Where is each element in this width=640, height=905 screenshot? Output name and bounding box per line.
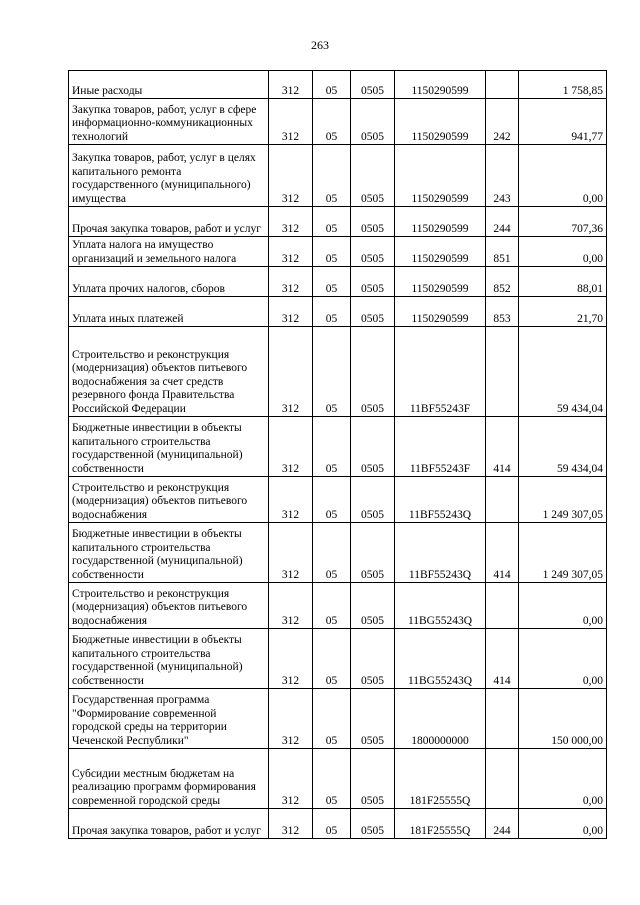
row-expense-type: 414 — [486, 629, 519, 689]
table-row — [69, 297, 607, 327]
row-expense-type: 852 — [486, 267, 519, 297]
row-amount: 0,00 — [519, 145, 607, 207]
row-expense-type — [486, 749, 519, 809]
row-ministry-code: 312 — [269, 267, 313, 297]
row-target-article: 11BF55243F — [395, 327, 486, 417]
row-name: Бюджетные инвестиции в объекты капитального строительства государственной (муниципальной) собственности — [69, 523, 269, 583]
row-target-article: 11BG55243Q — [395, 583, 486, 629]
row-subsection-code: 0505 — [351, 71, 395, 99]
table-row — [69, 237, 607, 267]
row-amount: 0,00 — [519, 749, 607, 809]
row-ministry-code: 312 — [269, 523, 313, 583]
table-row — [69, 583, 607, 629]
page-number: 263 — [311, 38, 329, 52]
row-section-code: 05 — [313, 267, 351, 297]
row-target-article: 11BF55243Q — [395, 477, 486, 523]
row-target-article: 1150290599 — [395, 71, 486, 99]
row-ministry-code: 312 — [269, 809, 313, 839]
row-amount: 1 758,85 — [519, 71, 607, 99]
row-amount: 0,00 — [519, 237, 607, 267]
row-section-code: 05 — [313, 237, 351, 267]
row-ministry-code: 312 — [269, 417, 313, 477]
row-expense-type: 414 — [486, 417, 519, 477]
row-amount: 0,00 — [519, 629, 607, 689]
row-section-code: 05 — [313, 477, 351, 523]
row-ministry-code: 312 — [269, 477, 313, 523]
budget-table-body — [69, 71, 607, 839]
row-amount: 0,00 — [519, 809, 607, 839]
row-amount: 150 000,00 — [519, 689, 607, 749]
table-row — [69, 749, 607, 809]
row-target-article: 1150290599 — [395, 267, 486, 297]
row-name: Уплата иных платежей — [69, 297, 269, 327]
table-row — [69, 689, 607, 749]
row-target-article: 1150290599 — [395, 145, 486, 207]
row-expense-type: 244 — [486, 809, 519, 839]
row-expense-type — [486, 583, 519, 629]
row-name: Уплата налога на имущество организаций и земельного налога — [69, 237, 269, 267]
row-subsection-code: 0505 — [351, 327, 395, 417]
row-subsection-code: 0505 — [351, 207, 395, 237]
row-subsection-code: 0505 — [351, 523, 395, 583]
row-name: Бюджетные инвестиции в объекты капитального строительства государственной (муниципальной) собственности — [69, 417, 269, 477]
table-row — [69, 207, 607, 237]
row-section-code: 05 — [313, 629, 351, 689]
row-section-code: 05 — [313, 583, 351, 629]
row-target-article: 181F25555Q — [395, 749, 486, 809]
row-subsection-code: 0505 — [351, 477, 395, 523]
row-section-code: 05 — [313, 417, 351, 477]
row-name: Строительство и реконструкция (модернизация) объектов питьевого водоснабжения — [69, 477, 269, 523]
table-row — [69, 327, 607, 417]
table-row — [69, 809, 607, 839]
row-expense-type: 853 — [486, 297, 519, 327]
row-name: Бюджетные инвестиции в объекты капитального строительства государственной (муниципальной) собственности — [69, 629, 269, 689]
row-target-article: 1150290599 — [395, 207, 486, 237]
row-amount: 941,77 — [519, 99, 607, 145]
row-amount: 21,70 — [519, 297, 607, 327]
row-name: Иные расходы — [69, 71, 269, 99]
table-row — [69, 267, 607, 297]
row-section-code: 05 — [313, 71, 351, 99]
row-expense-type: 851 — [486, 237, 519, 267]
table-row — [69, 523, 607, 583]
row-name: Строительство и реконструкция (модернизация) объектов питьевого водоснабжения за счет средств резервного фонда Правительства Российской Федерации — [69, 327, 269, 417]
row-amount: 707,36 — [519, 207, 607, 237]
row-subsection-code: 0505 — [351, 629, 395, 689]
table-row — [69, 629, 607, 689]
row-section-code: 05 — [313, 99, 351, 145]
row-section-code: 05 — [313, 809, 351, 839]
row-target-article: 11BG55243Q — [395, 629, 486, 689]
table-row — [69, 477, 607, 523]
row-ministry-code: 312 — [269, 237, 313, 267]
row-expense-type — [486, 71, 519, 99]
row-subsection-code: 0505 — [351, 99, 395, 145]
row-subsection-code: 0505 — [351, 297, 395, 327]
row-target-article: 181F25555Q — [395, 809, 486, 839]
row-expense-type — [486, 327, 519, 417]
table-row — [69, 99, 607, 145]
row-ministry-code: 312 — [269, 689, 313, 749]
row-amount: 1 249 307,05 — [519, 523, 607, 583]
row-target-article: 1150290599 — [395, 99, 486, 145]
row-amount: 59 434,04 — [519, 327, 607, 417]
row-expense-type: 244 — [486, 207, 519, 237]
row-ministry-code: 312 — [269, 297, 313, 327]
row-section-code: 05 — [313, 327, 351, 417]
row-amount: 1 249 307,05 — [519, 477, 607, 523]
row-name: Закупка товаров, работ, услуг в сфере информационно-коммуникационных технологий — [69, 99, 269, 145]
row-target-article: 1150290599 — [395, 297, 486, 327]
row-subsection-code: 0505 — [351, 267, 395, 297]
row-ministry-code: 312 — [269, 629, 313, 689]
row-amount: 88,01 — [519, 267, 607, 297]
row-name: Субсидии местным бюджетам на реализацию программ формирования современной городской среды — [69, 749, 269, 809]
row-target-article: 11BF55243Q — [395, 523, 486, 583]
row-subsection-code: 0505 — [351, 237, 395, 267]
row-ministry-code: 312 — [269, 99, 313, 145]
row-amount: 59 434,04 — [519, 417, 607, 477]
row-name: Государственная программа "Формирование современной городской среды на территории Чеченской Республики" — [69, 689, 269, 749]
row-section-code: 05 — [313, 689, 351, 749]
row-section-code: 05 — [313, 207, 351, 237]
row-name: Уплата прочих налогов, сборов — [69, 267, 269, 297]
row-ministry-code: 312 — [269, 583, 313, 629]
row-subsection-code: 0505 — [351, 145, 395, 207]
table-row — [69, 71, 607, 99]
row-amount: 0,00 — [519, 583, 607, 629]
row-name: Строительство и реконструкция (модернизация) объектов питьевого водоснабжения — [69, 583, 269, 629]
table-row — [69, 145, 607, 207]
row-section-code: 05 — [313, 145, 351, 207]
row-ministry-code: 312 — [269, 749, 313, 809]
row-target-article: 1150290599 — [395, 237, 486, 267]
row-expense-type — [486, 477, 519, 523]
row-subsection-code: 0505 — [351, 749, 395, 809]
row-ministry-code: 312 — [269, 71, 313, 99]
row-name: Закупка товаров, работ, услуг в целях капитального ремонта государственного (муниципального) имущества — [69, 145, 269, 207]
row-expense-type: 242 — [486, 99, 519, 145]
row-subsection-code: 0505 — [351, 689, 395, 749]
row-subsection-code: 0505 — [351, 583, 395, 629]
table-row — [69, 417, 607, 477]
row-section-code: 05 — [313, 749, 351, 809]
row-subsection-code: 0505 — [351, 417, 395, 477]
row-subsection-code: 0505 — [351, 809, 395, 839]
row-section-code: 05 — [313, 297, 351, 327]
row-expense-type: 414 — [486, 523, 519, 583]
row-ministry-code: 312 — [269, 145, 313, 207]
row-name: Прочая закупка товаров, работ и услуг — [69, 809, 269, 839]
row-target-article: 11BF55243F — [395, 417, 486, 477]
row-ministry-code: 312 — [269, 327, 313, 417]
row-expense-type — [486, 689, 519, 749]
row-ministry-code: 312 — [269, 207, 313, 237]
row-expense-type: 243 — [486, 145, 519, 207]
row-name: Прочая закупка товаров, работ и услуг — [69, 207, 269, 237]
budget-table — [68, 70, 607, 839]
row-target-article: 1800000000 — [395, 689, 486, 749]
row-section-code: 05 — [313, 523, 351, 583]
